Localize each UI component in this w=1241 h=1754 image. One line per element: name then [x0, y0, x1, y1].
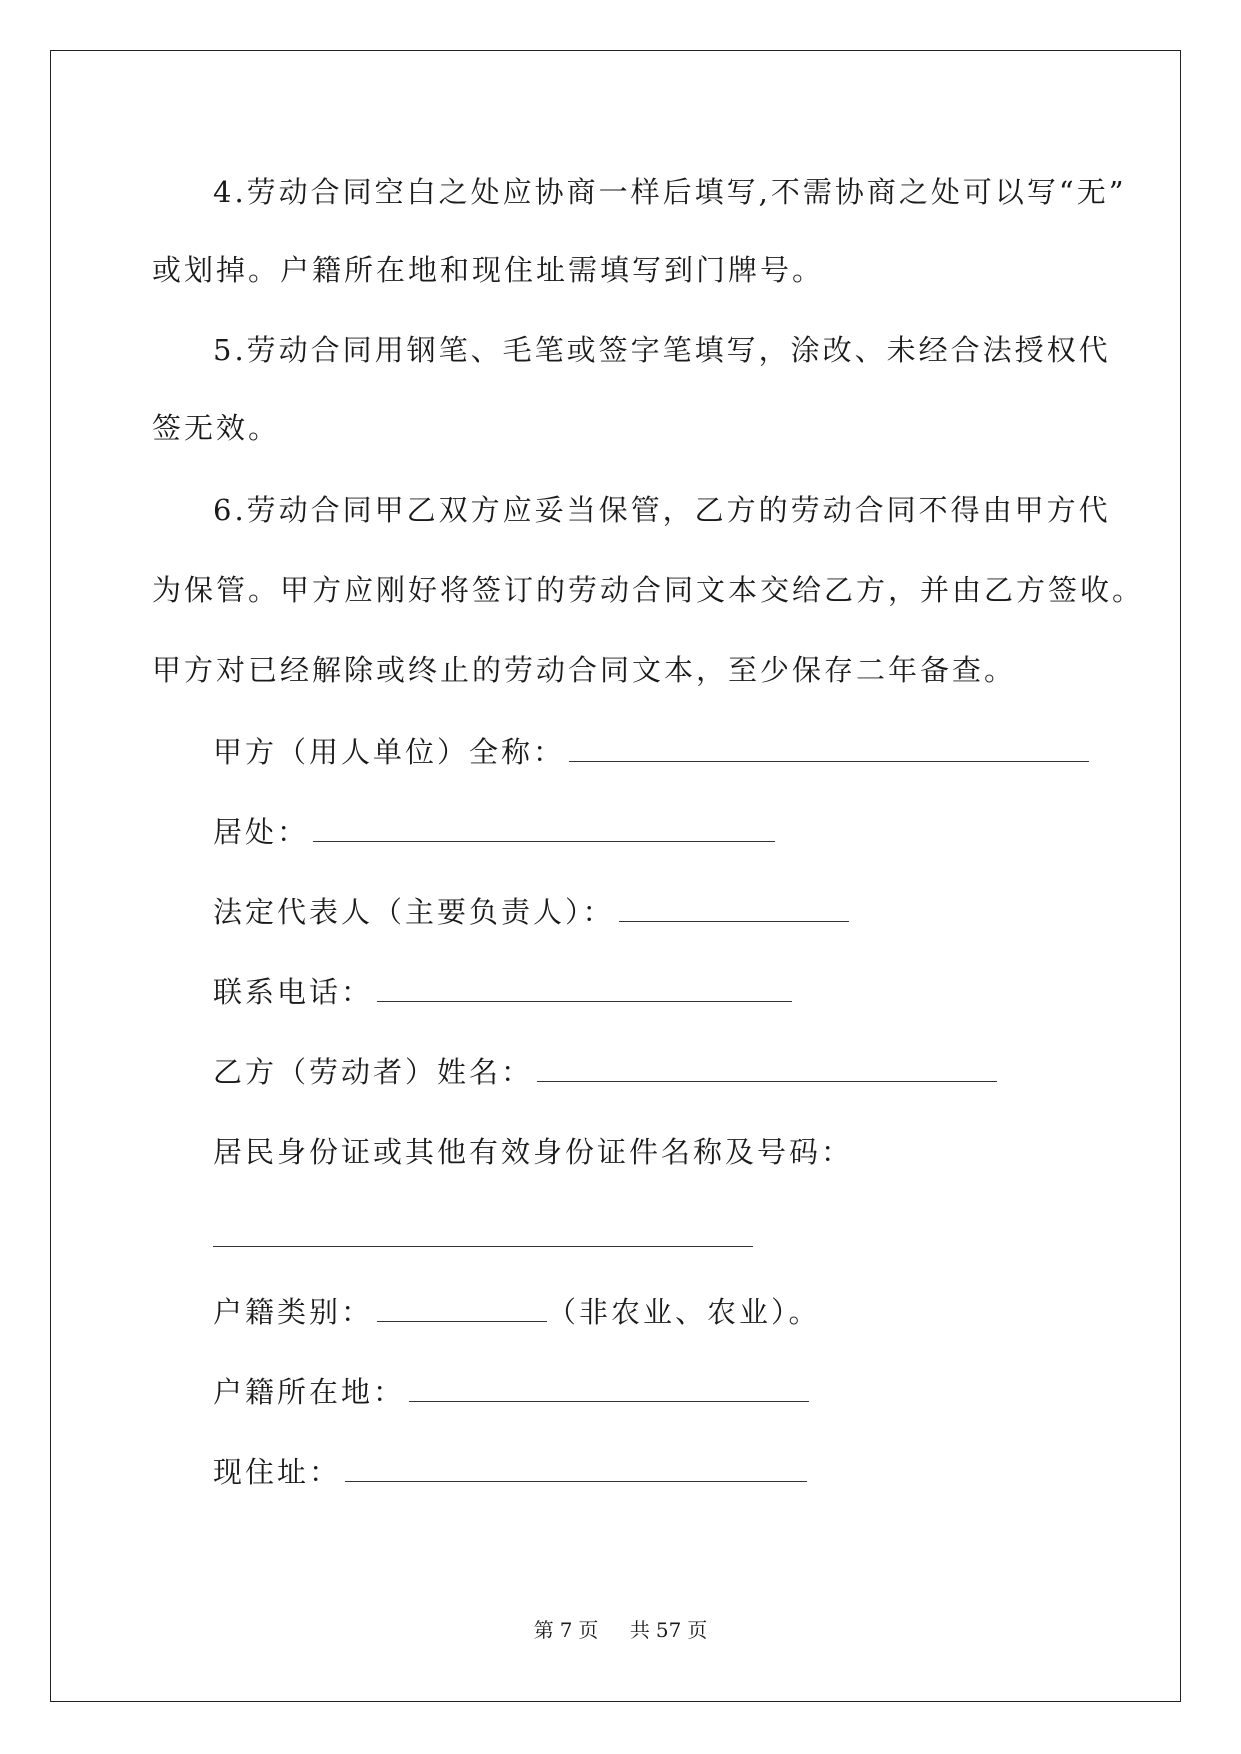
residence-label: 居处：: [213, 815, 310, 849]
hukou-type-blank[interactable]: [377, 1321, 547, 1322]
party-b-name-row: [213, 1055, 997, 1089]
phone-row: [213, 975, 792, 1009]
phone-label: 联系电话：: [213, 975, 374, 1009]
page-footer: [0, 1614, 1241, 1643]
hukou-type-label: 户籍类别：: [213, 1295, 374, 1329]
paragraph-6-line-1: 6.劳动合同甲乙双方应妥当保管，乙方的劳动合同不得由甲方代: [213, 493, 1111, 527]
legal-rep-label: 法定代表人（主要负责人）：: [213, 895, 615, 929]
hukou-location-blank[interactable]: [409, 1401, 809, 1402]
paragraph-5-line-2: 签无效。: [152, 411, 281, 445]
hukou-type-row: [213, 1295, 821, 1329]
paragraph-6-line-3: 甲方对已经解除或终止的劳动合同文本，至少保存二年备查。: [152, 653, 1017, 687]
hukou-type-suffix: （非农业、农业）。: [547, 1295, 821, 1329]
footer-page-unit: 页: [578, 1618, 599, 1642]
party-b-name-blank[interactable]: [537, 1081, 997, 1082]
footer-page-number: 7: [559, 1618, 573, 1642]
hukou-location-label: 户籍所在地：: [213, 1375, 406, 1409]
footer-total-label: 共: [629, 1618, 650, 1642]
id-doc-blank[interactable]: [213, 1246, 753, 1247]
current-address-row: [213, 1455, 807, 1489]
footer-page-label: 第: [533, 1618, 554, 1642]
residence-row: [213, 815, 775, 849]
paragraph-5-line-1: 5.劳动合同用钢笔、毛笔或签字笔填写，涂改、未经合法授权代: [213, 333, 1111, 367]
phone-blank[interactable]: [377, 1001, 792, 1002]
paragraph-4-line-2: 或划掉。户籍所在地和现住址需填写到门牌号。: [152, 253, 825, 287]
hukou-location-row: [213, 1375, 809, 1409]
legal-rep-blank[interactable]: [619, 921, 849, 922]
footer-total-number: 57: [655, 1618, 682, 1642]
id-doc-label: 居民身份证或其他有效身份证件名称及号码：: [213, 1135, 854, 1169]
current-address-blank[interactable]: [345, 1481, 807, 1482]
party-a-name-row: [213, 735, 1089, 769]
residence-blank[interactable]: [313, 841, 775, 842]
party-b-name-label: 乙方（劳动者）姓名：: [213, 1055, 534, 1089]
paragraph-6-line-2: 为保管。甲方应刚好将签订的劳动合同文本交给乙方，并由乙方签收。: [152, 573, 1145, 607]
legal-rep-row: [213, 895, 849, 929]
party-a-name-label: 甲方（用人单位）全称：: [213, 735, 566, 769]
current-address-label: 现住址：: [213, 1455, 342, 1489]
paragraph-4-line-1: 4.劳动合同空白之处应协商一样后填写,不需协商之处可以写“无”: [213, 175, 1127, 209]
party-a-name-blank[interactable]: [569, 761, 1089, 762]
footer-total-unit: 页: [687, 1618, 708, 1642]
